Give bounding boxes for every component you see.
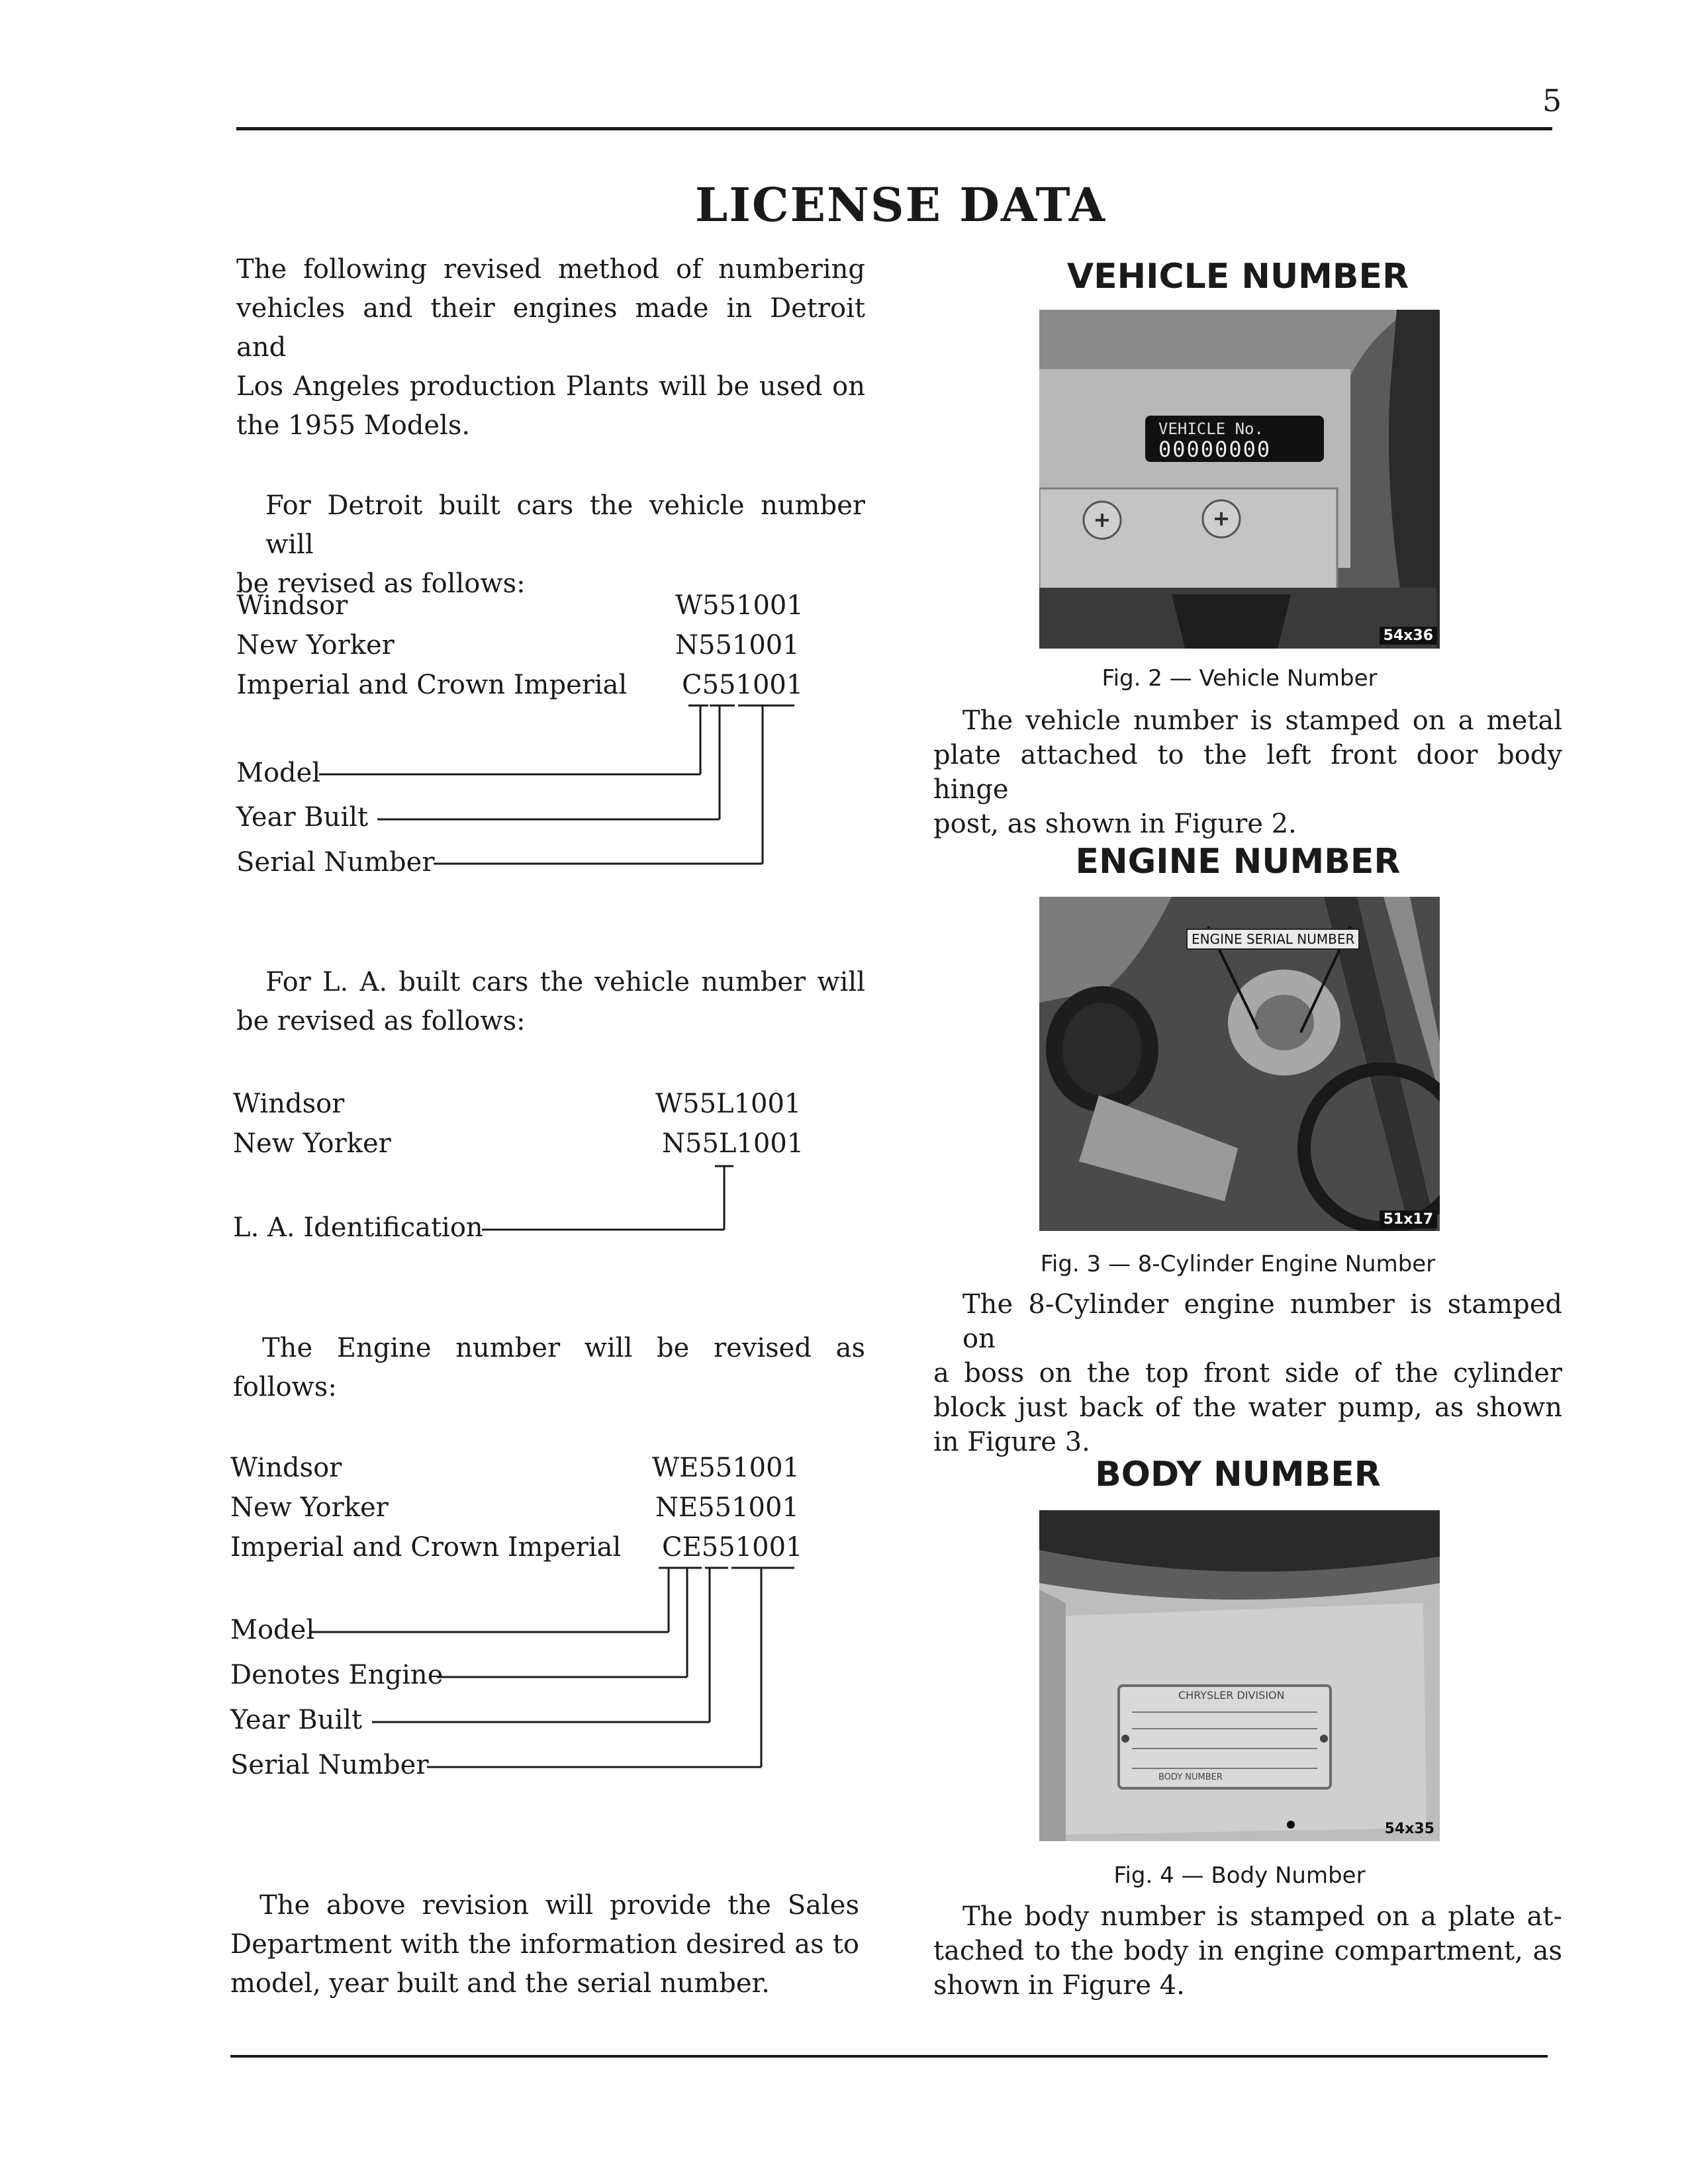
vehicle-plate-digits: 00000000 (1158, 437, 1272, 462)
detroit-number-new-yorker: N551001 (675, 630, 800, 660)
body-number-text (933, 1899, 1562, 2003)
photo-code-badge: 51x17 (1380, 1210, 1437, 1228)
text-line: be revised as follows: (236, 1006, 526, 1036)
engine-legend-model: Model (230, 1615, 315, 1645)
page-number: 5 (1542, 83, 1562, 118)
fig-4-caption: Fig. 4 — Body Number (1113, 1862, 1366, 1889)
engine-number-windsor: WE551001 (652, 1453, 800, 1483)
vehicle-number-heading: VEHICLE NUMBER (1066, 257, 1409, 296)
body-number-photo (1039, 1510, 1440, 1841)
engine-legend-year: Year Built (230, 1705, 363, 1735)
engine-model-windsor: Windsor (230, 1453, 342, 1483)
engine-legend-serial: Serial Number (230, 1750, 429, 1780)
fig-3-caption: Fig. 3 — 8-Cylinder Engine Number (1040, 1251, 1436, 1277)
text-line: tached to the body in engine compartment, as (933, 1936, 1562, 1966)
text-line: vehicles and their engines made in Detroit and (236, 293, 865, 363)
la-legend-identification: L. A. Identification (233, 1212, 483, 1243)
text-line: Department with the information desired as to (230, 1929, 859, 1960)
page-title: LICENSE DATA (695, 177, 1107, 232)
text-line: block just back of the water pump, as shown (933, 1392, 1562, 1423)
detroit-model-imperial: Imperial and Crown Imperial (236, 670, 628, 700)
detroit-model-new-yorker: New Yorker (236, 630, 395, 660)
detroit-legend-year: Year Built (236, 802, 369, 833)
body-plate-title: CHRYSLER DIVISION (1178, 1689, 1285, 1702)
detroit-number-imperial: C551001 (682, 670, 804, 700)
text-line: The vehicle number is stamped on a metal (962, 705, 1562, 736)
text-line: shown in Figure 4. (933, 1970, 1185, 2001)
engine-number-imperial: CE551001 (662, 1532, 803, 1563)
vehicle-number-photo (1039, 310, 1440, 649)
text-line: For Detroit built cars the vehicle number will (265, 490, 865, 560)
closing-paragraph (230, 1886, 859, 2003)
text-line: The Engine number will be revised as (262, 1333, 865, 1363)
text-line: the 1955 Models. (236, 410, 471, 441)
detroit-legend-model: Model (236, 758, 321, 788)
photo-code-label: 54x35 (1384, 1821, 1434, 1837)
body-number-heading: BODY NUMBER (1095, 1455, 1381, 1494)
engine-model-new-yorker: New Yorker (230, 1492, 389, 1523)
engine-model-imperial: Imperial and Crown Imperial (230, 1532, 622, 1563)
engine-number-photo (1039, 897, 1440, 1231)
text-line: The body number is stamped on a plate at- (962, 1901, 1562, 1932)
text-line: The following revised method of numbering (236, 254, 865, 285)
fig-2-caption: Fig. 2 — Vehicle Number (1102, 665, 1378, 692)
body-plate-footer: BODY NUMBER (1158, 1772, 1223, 1782)
text-line: Los Angeles production Plants will be used on (236, 371, 865, 402)
engine-serial-number-label: ENGINE SERIAL NUMBER (1186, 929, 1360, 950)
detroit-legend-serial: Serial Number (236, 847, 435, 878)
text-line: a boss on the top front side of the cylinder (933, 1358, 1562, 1388)
engine-number-text (933, 1287, 1562, 1459)
vehicle-plate-label: VEHICLE No. (1158, 420, 1264, 438)
text-line: post, as shown in Figure 2. (933, 809, 1297, 839)
text-line: The above revision will provide the Sales (259, 1890, 859, 1921)
text-line: follows: (233, 1372, 337, 1402)
engine-number-heading: ENGINE NUMBER (1075, 842, 1401, 882)
text-line: For L. A. built cars the vehicle number will (265, 967, 865, 997)
detroit-model-windsor: Windsor (236, 590, 348, 621)
photo-code-badge: 54x36 (1380, 627, 1437, 645)
vehicle-number-text (933, 704, 1562, 841)
engine-number-new-yorker: NE551001 (655, 1492, 799, 1523)
engine-legend-denotes: Denotes Engine (230, 1660, 444, 1690)
la-number-windsor: W55L1001 (655, 1089, 802, 1119)
la-model-windsor: Windsor (233, 1089, 345, 1119)
la-model-new-yorker: New Yorker (233, 1128, 391, 1159)
la-number-new-yorker: N55L1001 (662, 1128, 804, 1159)
text-line: plate attached to the left front door body hinge (933, 740, 1562, 805)
text-line: model, year built and the serial number. (230, 1968, 770, 1999)
text-line: in Figure 3. (933, 1427, 1090, 1457)
detroit-number-windsor: W551001 (675, 590, 804, 621)
footer-rule (230, 2055, 1548, 2058)
text-line: be revised as follows: (236, 569, 526, 599)
text-line: The 8-Cylinder engine number is stamped on (962, 1289, 1562, 1354)
